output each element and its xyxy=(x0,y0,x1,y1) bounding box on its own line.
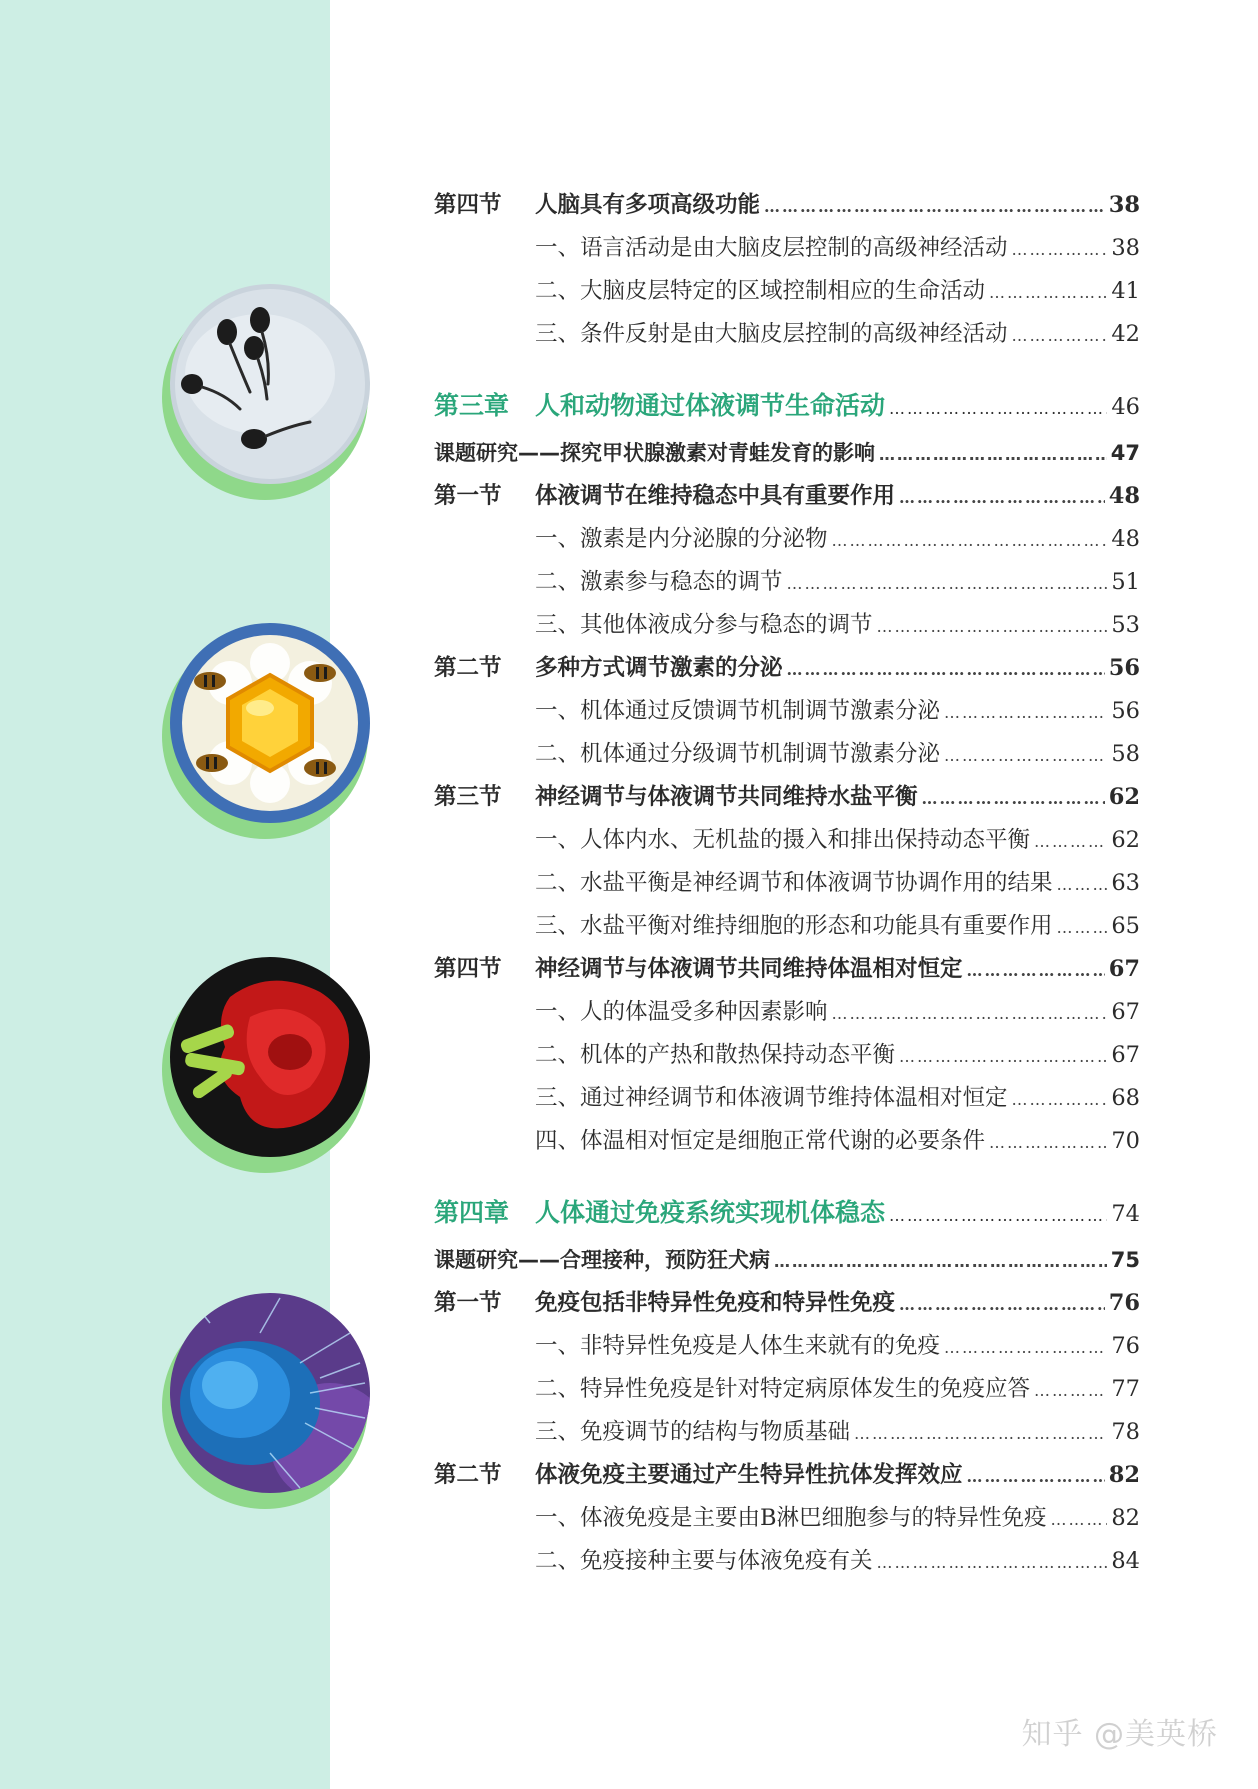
toc-item-row[interactable] xyxy=(434,567,1140,599)
chapter-title: 人体通过免疫系统实现机体稳态 xyxy=(535,1198,886,1227)
section-number: 第二节 xyxy=(434,655,502,681)
chapter-number: 第四章 xyxy=(434,1198,510,1227)
item-title: 三、通过神经调节和体液调节维持体温相对恒定 xyxy=(535,1085,1008,1111)
leader-dots xyxy=(944,1333,1107,1363)
leader-dots xyxy=(944,698,1107,728)
section-title: 免疫包括非特异性免疫和特异性免疫 xyxy=(535,1290,896,1316)
item-title: 二、特异性免疫是针对特定病原体发生的免疫应答 xyxy=(535,1376,1031,1402)
topic-title: 课题研究——探究甲状腺激素对青蛙发育的影响 xyxy=(434,441,875,465)
section-title: 人脑具有多项高级功能 xyxy=(535,192,761,218)
toc-item-row[interactable] xyxy=(434,868,1140,900)
page-number: 63 xyxy=(1111,870,1140,896)
toc-item-row[interactable] xyxy=(434,1374,1140,1406)
page-number: 84 xyxy=(1111,1548,1140,1574)
item-title: 二、机体的产热和散热保持动态平衡 xyxy=(535,1042,896,1068)
bees-honeycomb-image xyxy=(170,623,380,833)
item-title: 二、免疫接种主要与体液免疫有关 xyxy=(535,1548,873,1574)
watermark: 知乎 @美英桥 xyxy=(1021,1717,1218,1752)
page-number: 67 xyxy=(1108,956,1140,982)
leader-dots xyxy=(899,483,1105,513)
page-number: 48 xyxy=(1108,483,1140,509)
toc-section-row[interactable] xyxy=(434,1288,1140,1320)
item-title: 一、机体通过反馈调节机制调节激素分泌 xyxy=(535,698,941,724)
tadpoles-image xyxy=(170,284,380,494)
toc-section-row[interactable] xyxy=(434,190,1140,222)
page-number: 46 xyxy=(1111,394,1140,420)
page-number: 82 xyxy=(1108,1462,1140,1488)
leader-dots xyxy=(944,741,1107,771)
leader-dots xyxy=(889,1199,1107,1233)
item-title: 一、人的体温受多种因素影响 xyxy=(535,999,828,1025)
leader-dots xyxy=(877,1548,1108,1578)
leader-dots xyxy=(832,999,1108,1029)
item-title: 二、机体通过分级调节机制调节激素分泌 xyxy=(535,741,941,767)
page-number: 78 xyxy=(1111,1419,1140,1445)
page-number: 68 xyxy=(1111,1085,1140,1111)
toc-item-row[interactable] xyxy=(434,1546,1140,1578)
toc-item-row[interactable] xyxy=(434,1126,1140,1158)
leader-dots xyxy=(774,1247,1107,1277)
item-title: 三、其他体液成分参与稳态的调节 xyxy=(535,612,873,638)
toc-item-row[interactable] xyxy=(434,1083,1140,1115)
leader-dots xyxy=(967,956,1105,986)
leader-dots xyxy=(899,1042,1107,1072)
toc-section-row[interactable] xyxy=(434,954,1140,986)
toc-item-row[interactable] xyxy=(434,997,1140,1029)
toc-topic-row[interactable] xyxy=(434,1245,1140,1277)
table-of-contents xyxy=(434,190,1140,1578)
item-title: 一、体液免疫是主要由B淋巴细胞参与的特异性免疫 xyxy=(535,1505,1047,1531)
toc-item-row[interactable] xyxy=(434,233,1140,265)
leader-dots xyxy=(989,278,1107,308)
leader-dots xyxy=(787,569,1108,599)
item-title: 三、水盐平衡对维持细胞的形态和功能具有重要作用 xyxy=(535,913,1053,939)
leader-dots xyxy=(1034,1376,1107,1406)
section-title: 神经调节与体液调节共同维持水盐平衡 xyxy=(535,784,918,810)
page-number: 51 xyxy=(1111,569,1140,595)
page-number: 77 xyxy=(1111,1376,1140,1402)
page-number: 48 xyxy=(1111,526,1140,552)
item-title: 四、体温相对恒定是细胞正常代谢的必要条件 xyxy=(535,1128,986,1154)
page-number: 65 xyxy=(1111,913,1140,939)
toc-item-row[interactable] xyxy=(434,276,1140,308)
item-title: 一、语言活动是由大脑皮层控制的高级神经活动 xyxy=(535,235,1008,261)
toc-item-row[interactable] xyxy=(434,319,1140,351)
page-number: 38 xyxy=(1108,192,1140,218)
toc-item-row[interactable] xyxy=(434,696,1140,728)
item-title: 二、激素参与稳态的调节 xyxy=(535,569,783,595)
chapter-number: 第三章 xyxy=(434,391,510,420)
page-number: 67 xyxy=(1111,1042,1140,1068)
page-number: 56 xyxy=(1111,698,1140,724)
leader-dots xyxy=(877,612,1108,642)
item-title: 一、激素是内分泌腺的分泌物 xyxy=(535,526,828,552)
page-number: 62 xyxy=(1111,827,1140,853)
section-number: 第一节 xyxy=(434,1290,502,1316)
toc-topic-row[interactable] xyxy=(434,438,1140,470)
leader-dots xyxy=(889,392,1107,426)
page-number: 56 xyxy=(1108,655,1140,681)
leader-dots xyxy=(1012,321,1108,351)
section-number: 第四节 xyxy=(434,192,502,218)
toc-item-row[interactable] xyxy=(434,739,1140,771)
section-number: 第三节 xyxy=(434,784,502,810)
section-title: 多种方式调节激素的分泌 xyxy=(535,655,783,681)
leader-dots xyxy=(1057,870,1108,900)
leader-dots xyxy=(922,784,1105,814)
section-title: 体液调节在维持稳态中具有重要作用 xyxy=(535,483,896,509)
section-title: 神经调节与体液调节共同维持体温相对恒定 xyxy=(535,956,963,982)
item-title: 二、大脑皮层特定的区域控制相应的生命活动 xyxy=(535,278,986,304)
toc-item-row[interactable] xyxy=(434,825,1140,857)
leader-dots xyxy=(787,655,1105,685)
page-number: 82 xyxy=(1111,1505,1140,1531)
leader-dots xyxy=(899,1290,1105,1320)
leader-dots xyxy=(967,1462,1105,1492)
toc-section-row[interactable] xyxy=(434,653,1140,685)
toc-item-row[interactable] xyxy=(434,1040,1140,1072)
toc-item-row[interactable] xyxy=(434,1417,1140,1449)
toc-section-row[interactable] xyxy=(434,1460,1140,1492)
page-number: 42 xyxy=(1111,321,1140,347)
page-number: 62 xyxy=(1108,784,1140,810)
leader-dots xyxy=(1034,827,1107,857)
leader-dots xyxy=(989,1128,1107,1158)
toc-chapter-row[interactable] xyxy=(434,1196,1140,1233)
page-number: 41 xyxy=(1111,278,1140,304)
item-title: 一、人体内水、无机盐的摄入和排出保持动态平衡 xyxy=(535,827,1031,853)
toc-item-row[interactable] xyxy=(434,610,1140,642)
page-number: 74 xyxy=(1111,1201,1140,1227)
chapter-title: 人和动物通过体液调节生命活动 xyxy=(535,391,886,420)
page-number: 58 xyxy=(1111,741,1140,767)
leader-dots xyxy=(764,192,1105,222)
page-number: 70 xyxy=(1111,1128,1140,1154)
section-number: 第四节 xyxy=(434,956,502,982)
toc-item-row[interactable] xyxy=(434,911,1140,943)
leader-dots xyxy=(879,440,1107,470)
sidebar-band xyxy=(0,0,330,1789)
page-number: 53 xyxy=(1111,612,1140,638)
topic-title: 课题研究——合理接种，预防狂犬病 xyxy=(434,1248,770,1272)
leader-dots xyxy=(854,1419,1107,1449)
toc-chapter-row[interactable] xyxy=(434,389,1140,426)
page-number: 47 xyxy=(1110,441,1140,465)
page-number: 67 xyxy=(1111,999,1140,1025)
leader-dots xyxy=(832,526,1108,556)
toc-item-row[interactable] xyxy=(434,1331,1140,1363)
toc-item-row[interactable] xyxy=(434,524,1140,556)
section-number: 第一节 xyxy=(434,483,502,509)
item-title: 三、条件反射是由大脑皮层控制的高级神经活动 xyxy=(535,321,1008,347)
red-blood-cell-image xyxy=(170,957,380,1167)
section-number: 第二节 xyxy=(434,1462,502,1488)
leader-dots xyxy=(1051,1505,1108,1535)
page-number: 76 xyxy=(1108,1290,1140,1316)
leader-dots xyxy=(1057,913,1108,943)
item-title: 二、水盐平衡是神经调节和体液调节协调作用的结果 xyxy=(535,870,1053,896)
immune-cell-image xyxy=(170,1293,380,1503)
leader-dots xyxy=(1012,235,1108,265)
page-number: 38 xyxy=(1111,235,1140,261)
leader-dots xyxy=(1012,1085,1108,1115)
section-title: 体液免疫主要通过产生特异性抗体发挥效应 xyxy=(535,1462,963,1488)
page-number: 75 xyxy=(1110,1248,1140,1272)
toc-section-row[interactable] xyxy=(434,481,1140,513)
item-title: 一、非特异性免疫是人体生来就有的免疫 xyxy=(535,1333,941,1359)
toc-item-row[interactable] xyxy=(434,1503,1140,1535)
item-title: 三、免疫调节的结构与物质基础 xyxy=(535,1419,851,1445)
toc-section-row[interactable] xyxy=(434,782,1140,814)
page-number: 76 xyxy=(1111,1333,1140,1359)
